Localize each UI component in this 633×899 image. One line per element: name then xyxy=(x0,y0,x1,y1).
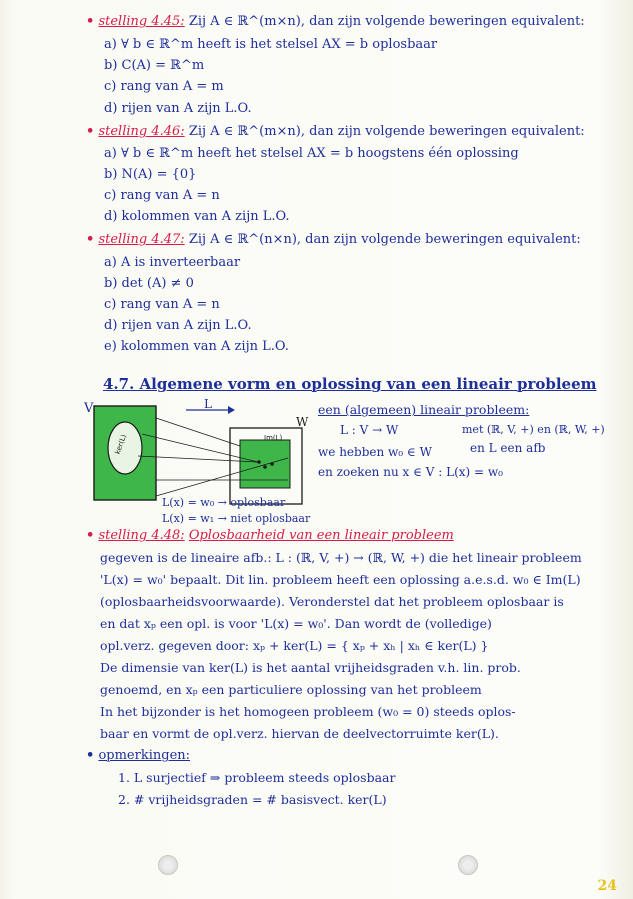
list-item: b) det (A) ≠ 0 xyxy=(104,276,194,291)
list-item: d) rijen van A zijn L.O. xyxy=(104,318,252,333)
list-item: a) ∀ b ∈ ℝ^m heeft is het stelsel AX = b oplosbaar xyxy=(104,37,438,52)
diagram-caption: L(x) = w₀ → oplosbaar xyxy=(162,496,286,509)
list-item: e) kolommen van A zijn L.O. xyxy=(104,339,289,354)
binder-hole xyxy=(158,855,178,875)
theorem-line: gegeven is de lineaire afb.: L : (ℝ, V, +) → (ℝ, W, +) die het lineair probleem xyxy=(100,550,582,565)
theorem-line: genoemd, en xₚ een particuliere oplossing van het probleem xyxy=(100,682,482,697)
set-w-label: W xyxy=(296,415,309,429)
theorem-statement: Zij A ∈ ℝ^(m×n), dan zijn volgende beweringen equivalent: xyxy=(188,14,585,29)
theorem-label: stelling 4.45: xyxy=(98,14,185,29)
theorem-label: stelling 4.46: xyxy=(98,124,185,139)
page-number: 24 xyxy=(597,878,617,894)
definition-title: een (algemeen) lineair probleem: xyxy=(318,402,530,417)
theorem-line: (oplosbaarheidsvoorwaarde). Veronderstel dat het probleem oplosbaar is xyxy=(100,594,564,609)
point xyxy=(263,465,267,469)
theorem-label: stelling 4.47: xyxy=(98,232,185,247)
kernel-region xyxy=(108,422,142,474)
theorem-4-45-header: • stelling 4.45: Zij A ∈ ℝ^(m×n), dan zijn volgende beweringen equivalent: xyxy=(86,14,585,29)
binder-hole xyxy=(458,855,478,875)
list-item: b) C(A) = ℝ^m xyxy=(104,58,205,73)
map-l-label: L xyxy=(204,397,212,411)
list-item: c) rang van A = n xyxy=(104,297,220,312)
remark-item: 2. # vrijheidsgraden = # basisvect. ker(L) xyxy=(118,792,387,807)
definition-line: met (ℝ, V, +) en (ℝ, W, +) xyxy=(462,423,605,436)
section-title: 4.7. Algemene vorm en oplossing van een lineair probleem xyxy=(103,375,597,393)
theorem-4-48-header: • stelling 4.48: Oplosbaarheid van een lineair probleem xyxy=(86,528,454,543)
list-item: c) rang van A = m xyxy=(104,79,224,94)
mapping-line xyxy=(156,418,240,446)
theorem-line: en dat xₚ een opl. is voor 'L(x) = w₀'. Dan wordt de (volledige) xyxy=(100,616,492,631)
theorem-title: Oplosbaarheid van een lineair probleem xyxy=(188,528,454,543)
remarks-title: opmerkingen: xyxy=(98,748,191,763)
theorem-line: In het bijzonder is het homogeen probleem (w₀ = 0) steeds oplos- xyxy=(100,704,516,719)
list-item: d) rijen van A zijn L.O. xyxy=(104,101,252,116)
definition-line: en zoeken nu x ∈ V : L(x) = w₀ xyxy=(318,465,503,479)
theorem-line: opl.verz. gegeven door: xₚ + ker(L) = { xₚ + xₕ | xₕ ∈ ker(L) } xyxy=(100,638,489,653)
list-item: a) ∀ b ∈ ℝ^m heeft het stelsel AX = b hoogstens één oplossing xyxy=(104,146,519,161)
theorem-label: stelling 4.48: xyxy=(98,528,185,543)
theorem-line: 'L(x) = w₀' bepaalt. Dit lin. probleem heeft een oplossing a.e.s.d. w₀ ∈ Im(L) xyxy=(100,572,581,587)
list-item: b) N(A) = {0} xyxy=(104,167,197,182)
diagram-caption: L(x) = w₁ → niet oplosbaar xyxy=(162,512,311,525)
theorem-4-47-header: • stelling 4.47: Zij A ∈ ℝ^(n×n), dan zijn volgende beweringen equivalent: xyxy=(86,232,581,247)
image-label: Im(L) xyxy=(264,434,283,442)
theorem-line: De dimensie van ker(L) is het aantal vrijheidsgraden v.h. lin. prob. xyxy=(100,660,521,675)
theorem-statement: Zij A ∈ ℝ^(n×n), dan zijn volgende beweringen equivalent: xyxy=(188,232,581,247)
image-region xyxy=(240,440,290,488)
remarks-header: • opmerkingen: xyxy=(86,748,191,763)
list-item: a) A is inverteerbaar xyxy=(104,255,241,270)
definition-line: we hebben w₀ ∈ W xyxy=(318,445,432,459)
kernel-label: ker(L) xyxy=(113,433,129,456)
list-item: d) kolommen van A zijn L.O. xyxy=(104,209,290,224)
theorem-4-46-header: • stelling 4.46: Zij A ∈ ℝ^(m×n), dan zijn volgende beweringen equivalent: xyxy=(86,124,585,139)
definition-line: L : V → W xyxy=(340,423,399,437)
list-item: c) rang van A = n xyxy=(104,188,220,203)
theorem-statement: Zij A ∈ ℝ^(m×n), dan zijn volgende beweringen equivalent: xyxy=(188,124,585,139)
set-v-label: V xyxy=(84,401,94,416)
map-arrowhead xyxy=(228,406,235,414)
definition-line: en L een afb xyxy=(470,441,546,455)
remark-item: 1. L surjectief ⇒ probleem steeds oplosbaar xyxy=(118,770,396,785)
theorem-line: baar en vormt de opl.verz. hiervan de deelvectorruimte ker(L). xyxy=(100,726,499,741)
